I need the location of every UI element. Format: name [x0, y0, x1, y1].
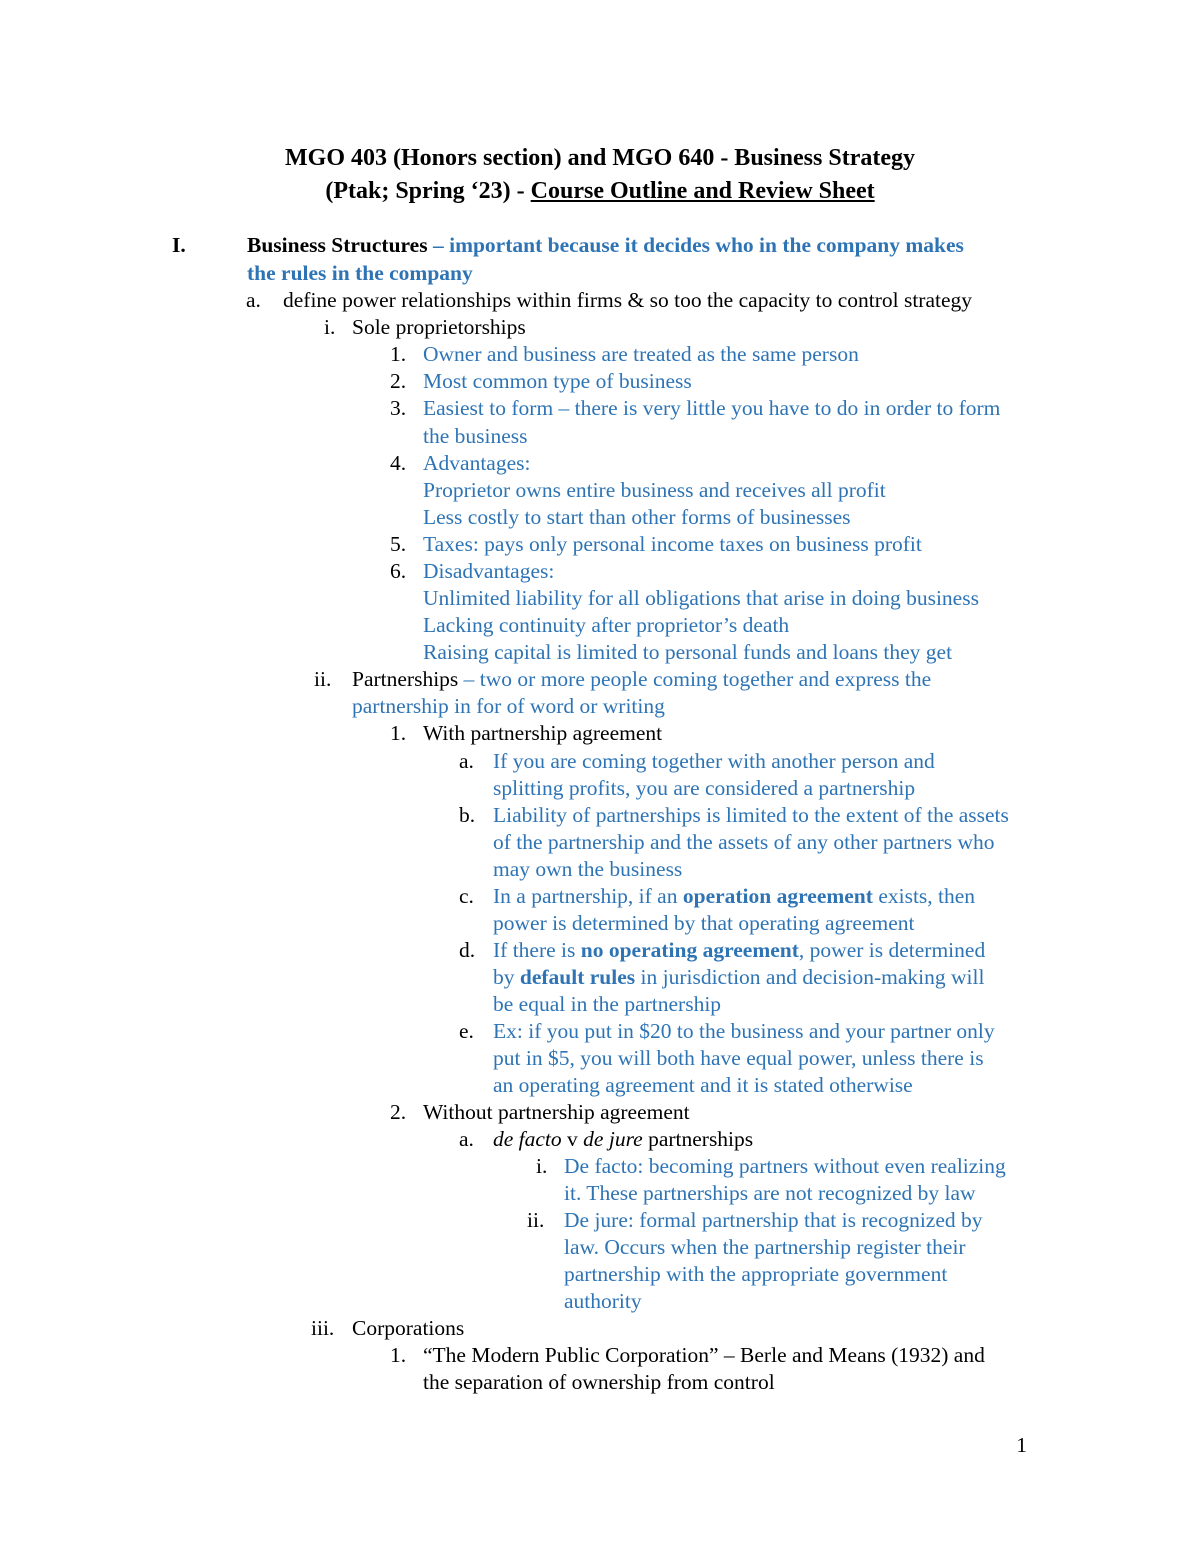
section-heading: Business Structures — [247, 233, 428, 257]
without-agreement-label: Without partnership agreement — [423, 1100, 690, 1124]
sole-item-continuation: Proprietor owns entire business and receives all profit — [423, 478, 886, 502]
with-agreement-label: With partnership agreement — [423, 721, 663, 745]
sole-item: Most common type of business — [423, 369, 692, 393]
partnerships-label: Partnerships — [352, 667, 459, 691]
d2-post: in jurisdiction and decision-making will — [635, 965, 985, 989]
de-jure-line-2: law. Occurs when the partnership register their — [564, 1235, 966, 1259]
title-prefix: (Ptak; Spring ‘23) - — [325, 178, 531, 204]
with-item-marker-d: d. — [459, 938, 476, 962]
c-pre: In a partnership, if an — [493, 884, 683, 908]
corporations-label: Corporations — [352, 1316, 465, 1340]
d-pre: If there is — [493, 938, 581, 962]
with-item-a-line-2: splitting profits, you are considered a partnership — [493, 776, 916, 800]
d-post: , power is determined — [798, 938, 986, 962]
partnerships-line-1 — [352, 666, 931, 693]
with-item-d-line-2 — [493, 964, 984, 991]
with-agreement-marker: 1. — [390, 721, 407, 745]
section-marker-I: I. — [172, 233, 186, 257]
with-item-c-line-2: power is determined by that operating agreement — [493, 911, 915, 935]
with-item-d-line-1 — [493, 937, 985, 964]
without-item-a-text — [493, 1126, 753, 1153]
d-bold-term: no operating agreement — [580, 938, 799, 962]
with-item-b-line-2: of the partnership and the assets of any other partners who — [493, 830, 995, 854]
sole-item: Disadvantages: — [423, 559, 555, 583]
with-item-c-line-1 — [493, 883, 975, 910]
section-heading-note-1: – important because it decides who in the company makes — [427, 233, 964, 257]
sole-item: Advantages: — [423, 451, 531, 475]
corporations-item-line-2: the separation of ownership from control — [423, 1370, 775, 1394]
de-jure-line-1: De jure: formal partnership that is recognized by — [564, 1208, 983, 1232]
c-bold-term: operation agreement — [682, 884, 873, 908]
de-jure-term: de jure — [583, 1127, 643, 1151]
subitem-marker-i: i. — [324, 315, 336, 339]
sole-item-marker: 4. — [390, 451, 407, 475]
sole-item-continuation: Raising capital is limited to personal funds and loans they get — [423, 640, 953, 664]
sole-item-marker: 3. — [390, 396, 407, 420]
title-text: MGO 403 (Honors section) and MGO 640 - Business Strategy — [285, 145, 915, 171]
sole-item: Easiest to form – there is very little you have to do in order to form — [423, 396, 1001, 420]
de-facto-term: de facto — [493, 1127, 562, 1151]
without-item-marker-a: a. — [459, 1127, 474, 1151]
d2-pre: by — [493, 965, 520, 989]
document-title-line-2 — [0, 175, 1200, 208]
c-post: exists, then — [872, 884, 976, 908]
sole-item-marker: 2. — [390, 369, 407, 393]
sole-item-marker: 1. — [390, 342, 407, 366]
with-item-marker-c: c. — [459, 884, 474, 908]
subitem-marker-ii: ii. — [314, 667, 332, 691]
without-subitem-marker-i: i. — [536, 1154, 548, 1178]
versus: v — [561, 1127, 584, 1151]
with-item-e-line-1: Ex: if you put in $20 to the business and your partner only — [493, 1019, 995, 1043]
page-number: 1 — [1016, 1433, 1027, 1457]
sole-proprietorships-label: Sole proprietorships — [352, 315, 526, 339]
with-item-marker-b: b. — [459, 803, 476, 827]
sole-item: Owner and business are treated as the same person — [423, 342, 859, 366]
without-subitem-marker-ii: ii. — [527, 1208, 545, 1232]
subitem-marker-iii: iii. — [311, 1316, 335, 1340]
sole-item-marker: 6. — [390, 559, 407, 583]
corporations-item-marker: 1. — [390, 1343, 407, 1367]
item-marker-a: a. — [246, 288, 261, 312]
partnerships-note-1: – two or more people coming together and express the — [458, 667, 932, 691]
sole-item-marker: 5. — [390, 532, 407, 556]
with-item-b-line-3: may own the business — [493, 857, 683, 881]
section-heading-note-2: the rules in the company — [247, 261, 473, 285]
partnerships-word: partnerships — [642, 1127, 754, 1151]
corporations-item-line-1: “The Modern Public Corporation” – Berle and Means (1932) and — [423, 1343, 985, 1367]
document-title-line-1 — [0, 142, 1200, 175]
sole-item-continuation: Less costly to start than other forms of businesses — [423, 505, 851, 529]
with-item-marker-a: a. — [459, 749, 474, 773]
d2-bold-term: default rules — [519, 965, 636, 989]
with-item-d-line-3: be equal in the partnership — [493, 992, 722, 1016]
without-agreement-marker: 2. — [390, 1100, 407, 1124]
with-item-e-line-3: an operating agreement and it is stated otherwise — [493, 1073, 913, 1097]
section-heading-line-1 — [247, 232, 964, 259]
sole-item: Taxes: pays only personal income taxes on business profit — [423, 532, 922, 556]
sole-item-continuation: the business — [423, 424, 528, 448]
with-item-a-line-1: If you are coming together with another person and — [493, 749, 935, 773]
with-item-marker-e: e. — [459, 1019, 474, 1043]
title-underlined: Course Outline and Review Sheet — [530, 178, 875, 204]
with-item-b-line-1: Liability of partnerships is limited to the extent of the assets — [493, 803, 1009, 827]
sole-item-continuation: Lacking continuity after proprietor’s death — [423, 613, 790, 637]
de-jure-line-3: partnership with the appropriate government — [564, 1262, 948, 1286]
de-facto-line-1: De facto: becoming partners without even realizing — [564, 1154, 1006, 1178]
with-item-e-line-2: put in $5, you will both have equal power, unless there is — [493, 1046, 984, 1070]
item-a-text: define power relationships within firms & so too the capacity to control strategy — [283, 288, 973, 312]
de-jure-line-4: authority — [564, 1289, 642, 1313]
sole-item-continuation: Unlimited liability for all obligations that arise in doing business — [423, 586, 979, 610]
de-facto-line-2: it. These partnerships are not recognized by law — [564, 1181, 976, 1205]
partnerships-note-2: partnership in for of word or writing — [352, 694, 665, 718]
